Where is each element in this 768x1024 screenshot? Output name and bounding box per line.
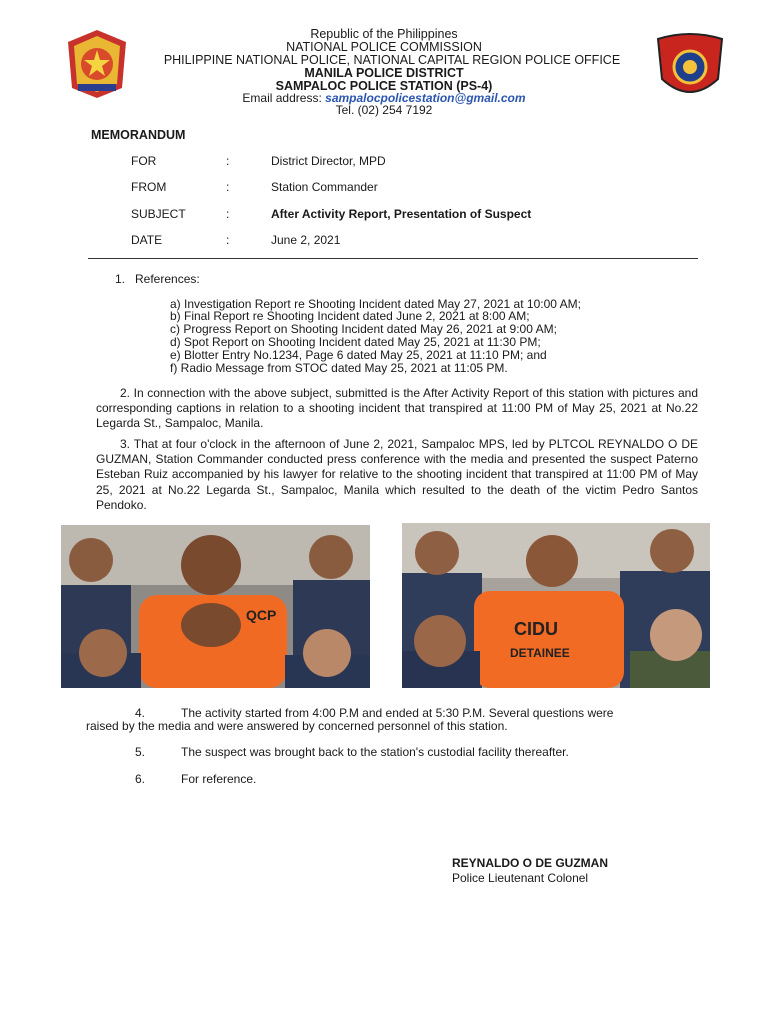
header-napolcom: NATIONAL POLICE COMMISSION	[286, 40, 482, 54]
memo-label: FROM	[131, 180, 167, 194]
memo-colon: :	[226, 207, 230, 221]
paragraph-4-number: 4.	[135, 706, 146, 720]
reference-item: f) Radio Message from STOC dated May 25, 2021 at 11:05 PM.	[170, 361, 508, 375]
reference-item: d) Spot Report on Shooting Incident dated May 25, 2021 at 11:30 PM;	[170, 335, 541, 349]
shirt-text-detainee: DETAINEE	[510, 646, 570, 660]
reference-item: b) Final Report re Shooting Incident dated June 2, 2021 at 8:00 AM;	[170, 309, 530, 323]
paragraph-5-number: 5.	[135, 745, 146, 759]
memo-divider	[88, 258, 698, 259]
memo-label: DATE	[131, 233, 163, 247]
memo-colon: :	[226, 154, 230, 168]
reference-item: e) Blotter Entry No.1234, Page 6 dated May 25, 2021 at 11:10 PM; and	[170, 348, 547, 362]
memo-value: District Director, MPD	[271, 154, 386, 168]
memo-colon: :	[226, 180, 230, 194]
press-conference-photo-right	[402, 523, 710, 688]
references-heading: 1. References:	[115, 272, 200, 286]
memo-title: MEMORANDUM	[91, 128, 186, 142]
reference-item: c) Progress Report on Shooting Incident dated May 26, 2021 at 9:00 AM;	[170, 322, 557, 336]
header-republic: Republic of the Philippines	[310, 27, 458, 41]
paragraph-5: The suspect was brought back to the station's custodial facility thereafter.	[181, 745, 569, 759]
shirt-text-cidu: CIDU	[514, 619, 558, 639]
header-pnp-ncrpo: PHILIPPINE NATIONAL POLICE, NATIONAL CAPITAL REGION POLICE OFFICE	[163, 53, 621, 67]
email-value[interactable]: sampalocpolicestation@gmail.com	[325, 91, 526, 105]
paragraph-3: 3. That at four o'clock in the afternoon of June 2, 2021, Sampaloc MPS, led by PLTCOL REYNALDO O DE GUZMAN, Station Commander conducted press conference with the media and presented the suspect Paterno Esteban Ruiz accompanied by his lawyer for relative to the shooting incident that transpired at 11:00 PM of May 25, 2021 at No.22 Legarda St., Sampaloc, Manila which resulted to the death of the victim Pedro Santos Pendoko.	[96, 437, 698, 512]
memo-value: After Activity Report, Presentation of Suspect	[271, 207, 532, 221]
signatory-name: REYNALDO O DE GUZMAN	[452, 856, 608, 870]
memo-label: FOR	[131, 154, 157, 168]
email-label: Email address:	[242, 91, 322, 105]
header-station: SAMPALOC POLICE STATION (PS-4)	[275, 79, 493, 93]
signatory-rank: Police Lieutenant Colonel	[452, 871, 589, 885]
paragraph-4-line1: The activity started from 4:00 P.M and ended at 5:30 P.M. Several questions were	[181, 706, 614, 720]
paragraph-2: 2. In connection with the above subject, submitted is the After Activity Report of this station with pictures and corresponding captions in relation to a shooting incident that transpired at 11:00 PM of May 25, 2021 at No.22 Legarda St., Sampaloc, Manila.	[96, 386, 698, 431]
memo-colon: :	[226, 233, 230, 247]
memo-label: SUBJECT	[131, 207, 186, 221]
paragraph-6-number: 6.	[135, 772, 146, 786]
reference-item: a) Investigation Report re Shooting Incident dated May 27, 2021 at 10:00 AM;	[170, 297, 581, 311]
memo-value: Station Commander	[271, 180, 378, 194]
header-tel: Tel. (02) 254 7192	[335, 103, 433, 117]
press-conference-photo-left	[61, 525, 370, 688]
shirt-text: QCP	[246, 607, 277, 623]
header-mpd: MANILA POLICE DISTRICT	[304, 66, 464, 80]
paragraph-4-line2: raised by the media and were answered by concerned personnel of this station.	[86, 719, 508, 733]
memo-value: June 2, 2021	[271, 233, 341, 247]
paragraph-6: For reference.	[181, 772, 257, 786]
